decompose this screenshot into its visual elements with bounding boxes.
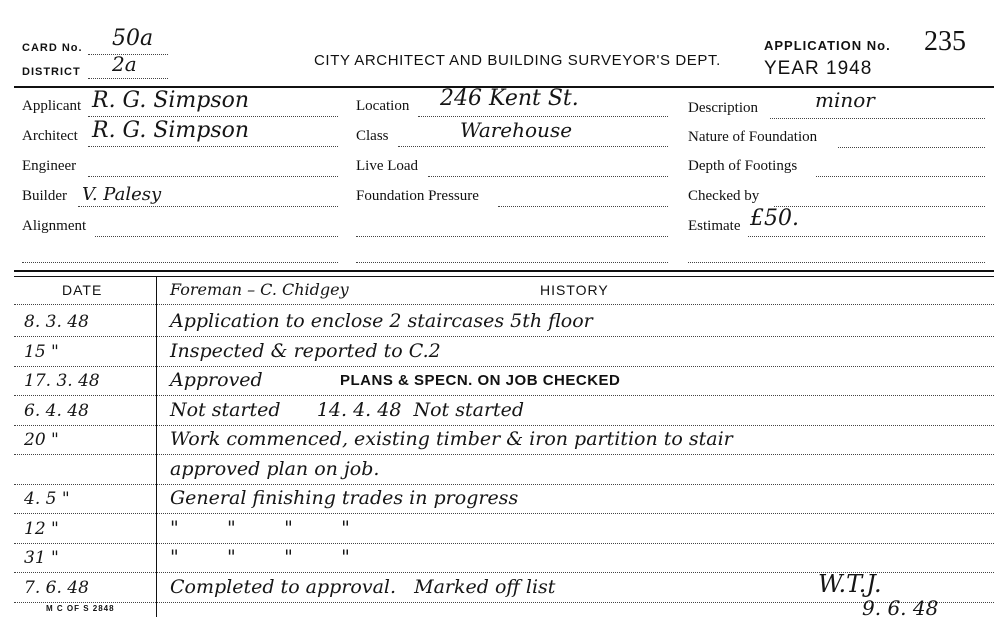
history-row-date: 4. 5 " [24,489,70,509]
date-column-header: DATE [62,282,103,298]
location-value: 246 Kent St. [440,86,579,111]
card-no-label: CARD No. [22,42,83,54]
department-title: CITY ARCHITECT AND BUILDING SURVEYOR'S DEPT. [314,52,721,69]
history-row-text: General finishing trades in progress [170,487,519,509]
history-row-line [14,425,994,426]
district-value: 2a [112,52,137,76]
column-divider [156,277,157,617]
history-row-text: Application to enclose 2 staircases 5th floor [170,310,593,332]
applicant-label: Applicant [22,98,82,114]
history-row-line [14,336,994,337]
architect-value: R. G. Simpson [92,118,250,143]
alignment-label: Alignment [22,218,87,234]
location-label: Location [356,98,410,114]
history-row-line [14,602,994,603]
description-value: minor [815,88,875,112]
estimate-value: £50. [750,206,799,231]
history-row-date: 15 " [24,341,59,362]
sign-date: 9. 6. 48 [862,596,939,620]
architect-label: Architect [22,128,78,144]
history-row-date: 7. 6. 48 [24,577,89,598]
history-row-text: Approved [170,369,263,391]
builder-value: V. Palesy [82,184,162,205]
fields-rule-1 [14,270,994,272]
history-row-text: Not started 14. 4. 48 Not started [170,398,525,421]
history-row-text: " " " " [170,546,350,568]
history-row-date: 31 " [24,548,59,568]
history-row-text: " " " " [170,516,350,539]
depth-of-footings-label: Depth of Footings [688,158,798,174]
history-row-date: 8. 3. 48 [24,312,89,332]
history-row-line [14,454,994,455]
history-row-date: 12 " [24,518,59,539]
history-row-text: Inspected & reported to C.2 [170,339,441,362]
applicant-value: R. G. Simpson [92,88,250,113]
initials-signature: W.T.J. [818,570,882,598]
year-label: YEAR 1948 [764,58,873,79]
foundation-pressure-label: Foundation Pressure [356,188,479,204]
history-row-line [14,513,994,514]
application-no-label: APPLICATION No. [764,38,891,53]
description-label: Description [688,100,758,116]
history-row-date: 6. 4. 48 [24,400,89,421]
plans-checked-stamp: PLANS & SPECN. ON JOB CHECKED [340,372,621,389]
class-value: Warehouse [460,118,573,142]
application-no-value: 235 [924,26,966,57]
history-row-text: Work commenced, existing timber & iron partition to stair [170,428,733,450]
card-no-value: 50a [112,26,154,51]
history-row-line [14,366,994,367]
history-row-date: 17. 3. 48 [24,371,100,391]
history-column-header: HISTORY [540,282,609,298]
history-row-text: approved plan on job. [170,457,380,480]
class-label: Class [356,128,389,144]
fields-rule-2 [14,276,994,277]
live-load-label: Live Load [356,158,419,174]
history-row-text: Completed to approval. Marked off list [170,575,556,598]
district-label: DISTRICT [22,66,81,78]
history-row-line [14,484,994,485]
estimate-label: Estimate [688,218,741,234]
foreman-name: Foreman – C. Chidgey [170,280,349,299]
form-code: M C OF S 2848 [46,604,115,613]
checked-by-label: Checked by [688,188,760,204]
engineer-label: Engineer [22,158,77,174]
history-row-date: 20 " [24,430,59,450]
builder-label: Builder [22,188,67,204]
history-row-line [14,543,994,544]
nature-of-foundation-label: Nature of Foundation [688,129,818,145]
history-row-line [14,395,994,396]
